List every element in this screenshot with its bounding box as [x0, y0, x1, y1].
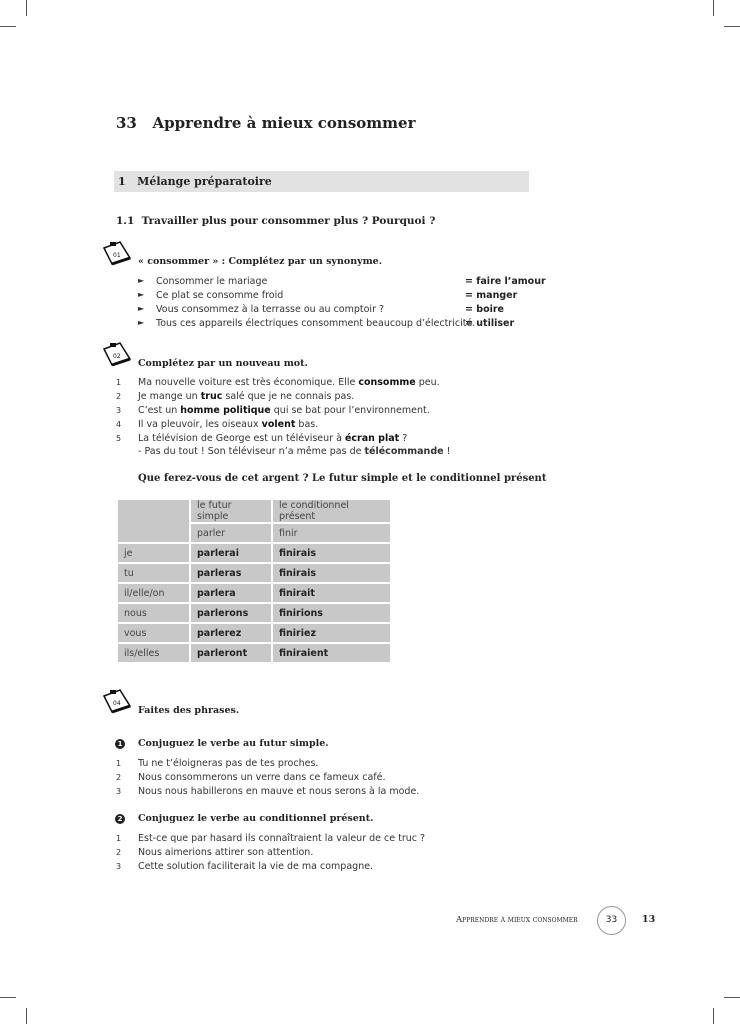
crop-mark — [724, 26, 740, 27]
table-row — [118, 544, 390, 562]
ex1-item: Consommer le mariage — [156, 276, 268, 287]
page-number: 13 — [642, 914, 656, 925]
part-number-badge: 1 — [115, 739, 125, 749]
header-cell: le conditionnel présent — [273, 500, 390, 522]
futur-cell: parlerai — [191, 544, 271, 562]
item-number: 2 — [116, 392, 122, 401]
arrow-icon: ► — [138, 290, 145, 299]
futur-cell: parlerez — [191, 624, 271, 642]
verb-cell: finir — [273, 524, 390, 542]
part2-title: Conjuguez le verbe au conditionnel présent. — [138, 813, 374, 824]
item-number: 2 — [116, 773, 122, 782]
conditionnel-cell: finiraient — [273, 644, 390, 662]
item-number: 1 — [116, 378, 122, 387]
running-title: Apprendre à mieux consommer — [456, 915, 578, 925]
conditionnel-cell: finirait — [273, 584, 390, 602]
part-number-badge: 2 — [115, 814, 125, 824]
conditionnel-cell: finirais — [273, 564, 390, 582]
ex2-instruction: Complétez par un nouveau mot. — [138, 358, 308, 369]
pronoun-cell: il/elle/on — [118, 584, 189, 602]
ex2-item: Il va pleuvoir, les oiseaux volent bas. — [138, 419, 319, 430]
ex1-answer: = manger — [465, 290, 518, 301]
verb-cell: parler — [191, 524, 271, 542]
part2-item: Est-ce que par hasard ils connaîtraient la valeur de ce truc ? — [138, 833, 426, 844]
subsection-heading: 1.1 Travailler plus pour consommer plus ? Pourquoi ? — [116, 215, 436, 227]
ex1-item: Ce plat se consomme froid — [156, 290, 284, 301]
item-number: 4 — [116, 420, 122, 429]
table-row — [118, 604, 390, 622]
clipboard-icon — [102, 240, 132, 266]
svg-text:01: 01 — [113, 252, 121, 259]
part2-item: Cette solution faciliterait la vie de ma compagne. — [138, 861, 374, 872]
item-number: 3 — [116, 862, 122, 871]
part1-item: Nous nous habillerons en mauve et nous serons à la mode. — [138, 786, 420, 797]
table-row — [118, 644, 390, 662]
ex1-item: Vous consommez à la terrasse ou au comptoir ? — [156, 304, 385, 315]
ex1-answer: = faire l’amour — [465, 276, 546, 287]
section-heading: 1 Mélange préparatoire — [118, 175, 272, 188]
svg-text:04: 04 — [113, 700, 121, 707]
crop-mark — [0, 997, 16, 998]
ex2-item: C’est un homme politique qui se bat pour l’environnement. — [138, 405, 430, 416]
ex3-title: Que ferez-vous de cet argent ? Le futur simple et le conditionnel présent — [138, 473, 547, 484]
conditionnel-cell: finiriez — [273, 624, 390, 642]
part1-item: Nous consommerons un verre dans ce fameux café. — [138, 772, 386, 783]
chapter-heading: 33 Apprendre à mieux consommer — [116, 114, 416, 132]
pronoun-cell: tu — [118, 564, 189, 582]
item-number: 5 — [116, 434, 122, 443]
futur-cell: parlera — [191, 584, 271, 602]
conditionnel-cell: finirions — [273, 604, 390, 622]
item-number: 1 — [116, 834, 122, 843]
item-number: 1 — [116, 759, 122, 768]
crop-mark — [0, 26, 16, 27]
clipboard-icon — [102, 341, 132, 367]
part2-item: Nous aimerions attirer son attention. — [138, 847, 314, 858]
pronoun-cell: je — [118, 544, 189, 562]
ex2-item: Je mange un truc salé que je ne connais pas. — [138, 391, 355, 402]
crop-mark — [713, 1008, 714, 1024]
table-row — [118, 564, 390, 582]
ex1-instruction: « consommer » : Complétez par un synonyme. — [138, 256, 383, 267]
pronoun-cell: vous — [118, 624, 189, 642]
arrow-icon: ► — [138, 276, 145, 285]
empty-cell — [118, 500, 189, 542]
ex2-extra: - Pas du tout ! Son téléviseur n’a même pas de télécommande ! — [138, 446, 451, 457]
crop-mark — [26, 1008, 27, 1024]
item-number: 3 — [116, 787, 122, 796]
ex1-item: Tous ces appareils électriques consomment beaucoup d’électricité. — [156, 318, 476, 329]
chapter-circle: 33 — [597, 906, 626, 935]
arrow-icon: ► — [138, 318, 145, 327]
pronoun-cell: ils/elles — [118, 644, 189, 662]
ex2-item: Ma nouvelle voiture est très économique. Elle consomme peu. — [138, 377, 440, 388]
header-cell: le futur simple — [191, 500, 271, 522]
clipboard-icon — [102, 688, 132, 714]
futur-cell: parlerons — [191, 604, 271, 622]
item-number: 3 — [116, 406, 122, 415]
crop-mark — [26, 0, 27, 16]
conjugation-table — [116, 498, 392, 664]
ex1-answer: = boire — [465, 304, 504, 315]
item-number: 2 — [116, 848, 122, 857]
conditionnel-cell: finirais — [273, 544, 390, 562]
part1-item: Tu ne t’éloigneras pas de tes proches. — [138, 758, 319, 769]
svg-text:02: 02 — [113, 353, 121, 360]
table-row — [118, 584, 390, 602]
futur-cell: parleras — [191, 564, 271, 582]
part1-title: Conjuguez le verbe au futur simple. — [138, 738, 329, 749]
futur-cell: parleront — [191, 644, 271, 662]
crop-mark — [724, 997, 740, 998]
table-row — [118, 624, 390, 642]
arrow-icon: ► — [138, 304, 145, 313]
ex1-answer: = utiliser — [465, 318, 515, 329]
crop-mark — [713, 0, 714, 16]
ex2-item: La télévision de George est un téléviseur à écran plat ? — [138, 433, 408, 444]
ex4-instruction: Faites des phrases. — [138, 705, 240, 716]
pronoun-cell: nous — [118, 604, 189, 622]
